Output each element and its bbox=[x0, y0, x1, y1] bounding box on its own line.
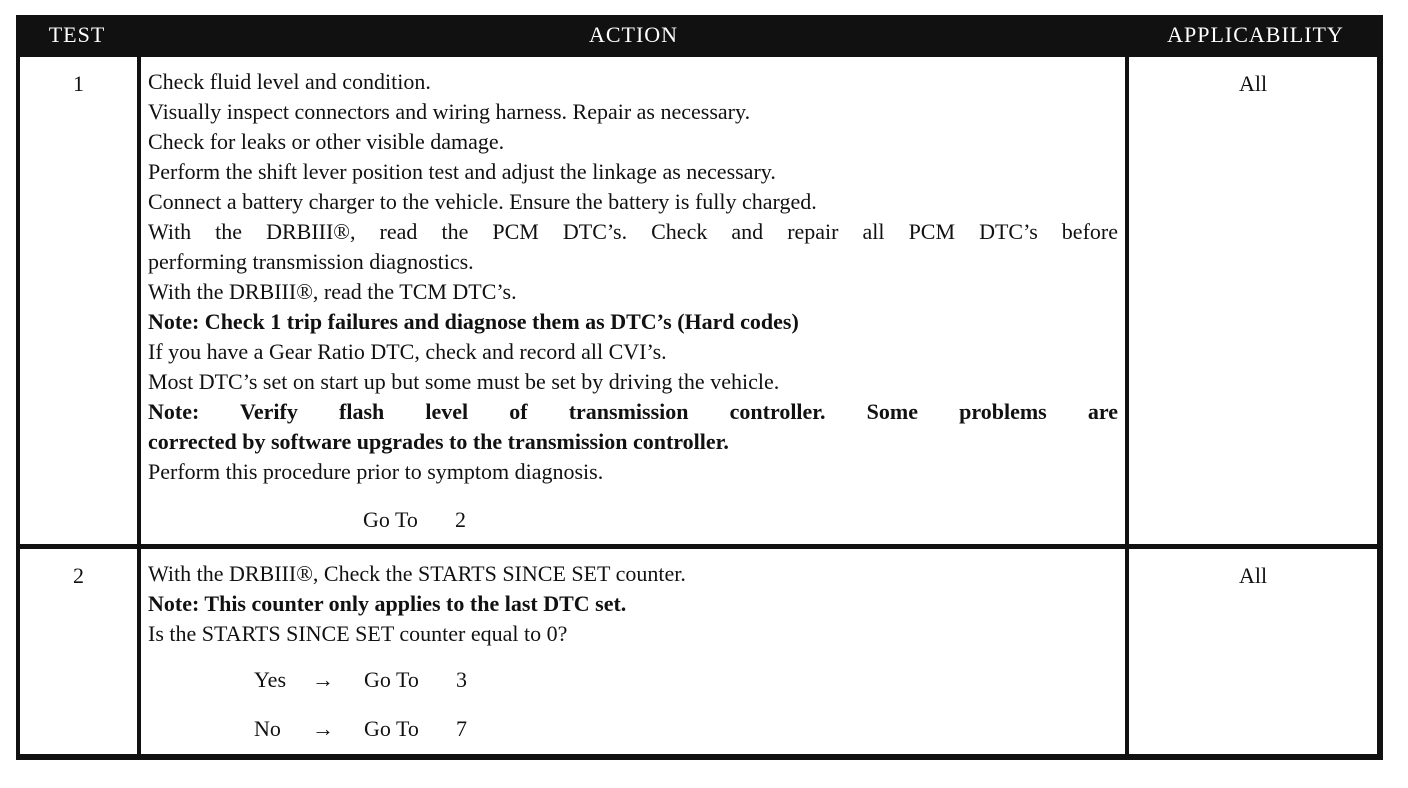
goto-label: Go To bbox=[363, 507, 418, 532]
action-line: With the DRBIII®, read the PCM DTC’s. Check and repair all PCM DTC’s before bbox=[148, 219, 1118, 244]
action-line: Check fluid level and condition. bbox=[148, 69, 431, 94]
goto-target: 3 bbox=[456, 667, 467, 692]
header-test: TEST bbox=[48, 22, 106, 47]
row-1-action-cell bbox=[141, 57, 1125, 544]
yes-branch bbox=[254, 667, 467, 693]
action-line: Most DTC’s set on start up but some must be set by driving the vehicle. bbox=[148, 369, 780, 394]
action-line: performing transmission diagnostics. bbox=[148, 249, 474, 274]
right-arrow-icon: → bbox=[312, 716, 334, 741]
goto-label: Go To bbox=[364, 716, 419, 741]
goto-instruction bbox=[363, 507, 466, 533]
goto-target: 7 bbox=[456, 716, 467, 741]
action-line: Visually inspect connectors and wiring harness. Repair as necessary. bbox=[148, 99, 751, 124]
diagnostic-table bbox=[16, 15, 1383, 760]
no-label: No bbox=[254, 716, 281, 741]
action-steps bbox=[148, 67, 1118, 487]
action-line: Perform this procedure prior to symptom diagnosis. bbox=[148, 459, 604, 484]
table-header bbox=[16, 15, 1383, 55]
yes-label: Yes bbox=[254, 667, 287, 692]
goto-label: Go To bbox=[364, 667, 419, 692]
question-line: Is the STARTS SINCE SET counter equal to 0? bbox=[148, 621, 568, 646]
action-line: If you have a Gear Ratio DTC, check and record all CVI’s. bbox=[148, 339, 667, 364]
applicability-value: All bbox=[1238, 71, 1268, 96]
applicability-value: All bbox=[1238, 563, 1268, 588]
note-line: Note: This counter only applies to the last DTC set. bbox=[148, 591, 627, 616]
test-number: 2 bbox=[73, 563, 84, 588]
row-2-action-cell bbox=[141, 549, 1125, 754]
goto-target: 2 bbox=[455, 507, 466, 532]
action-line: With the DRBIII®, read the TCM DTC’s. bbox=[148, 279, 517, 304]
action-line: Check for leaks or other visible damage. bbox=[148, 129, 505, 154]
note-line: corrected by software upgrades to the transmission controller. bbox=[148, 429, 729, 454]
note-line: Note: Check 1 trip failures and diagnose them as DTC’s (Hard codes) bbox=[148, 309, 799, 334]
row-2-test-cell bbox=[20, 549, 137, 754]
right-arrow-icon: → bbox=[312, 667, 334, 692]
header-action: ACTION bbox=[588, 22, 679, 47]
note-line: Note: Verify flash level of transmission controller. Some problems are bbox=[148, 399, 1118, 424]
header-applicability: APPLICABILITY bbox=[1167, 22, 1344, 47]
action-line: With the DRBIII®, Check the STARTS SINCE SET counter. bbox=[148, 561, 686, 586]
row-2-applicability-cell bbox=[1129, 549, 1377, 754]
action-line: Perform the shift lever position test and adjust the linkage as necessary. bbox=[148, 159, 776, 184]
action-line: Connect a battery charger to the vehicle. Ensure the battery is fully charged. bbox=[148, 189, 817, 214]
row-1-applicability-cell bbox=[1129, 57, 1377, 544]
row-1-test-cell bbox=[20, 57, 137, 544]
test-number: 1 bbox=[73, 71, 84, 96]
no-branch bbox=[254, 716, 467, 742]
action-steps bbox=[148, 559, 1118, 649]
